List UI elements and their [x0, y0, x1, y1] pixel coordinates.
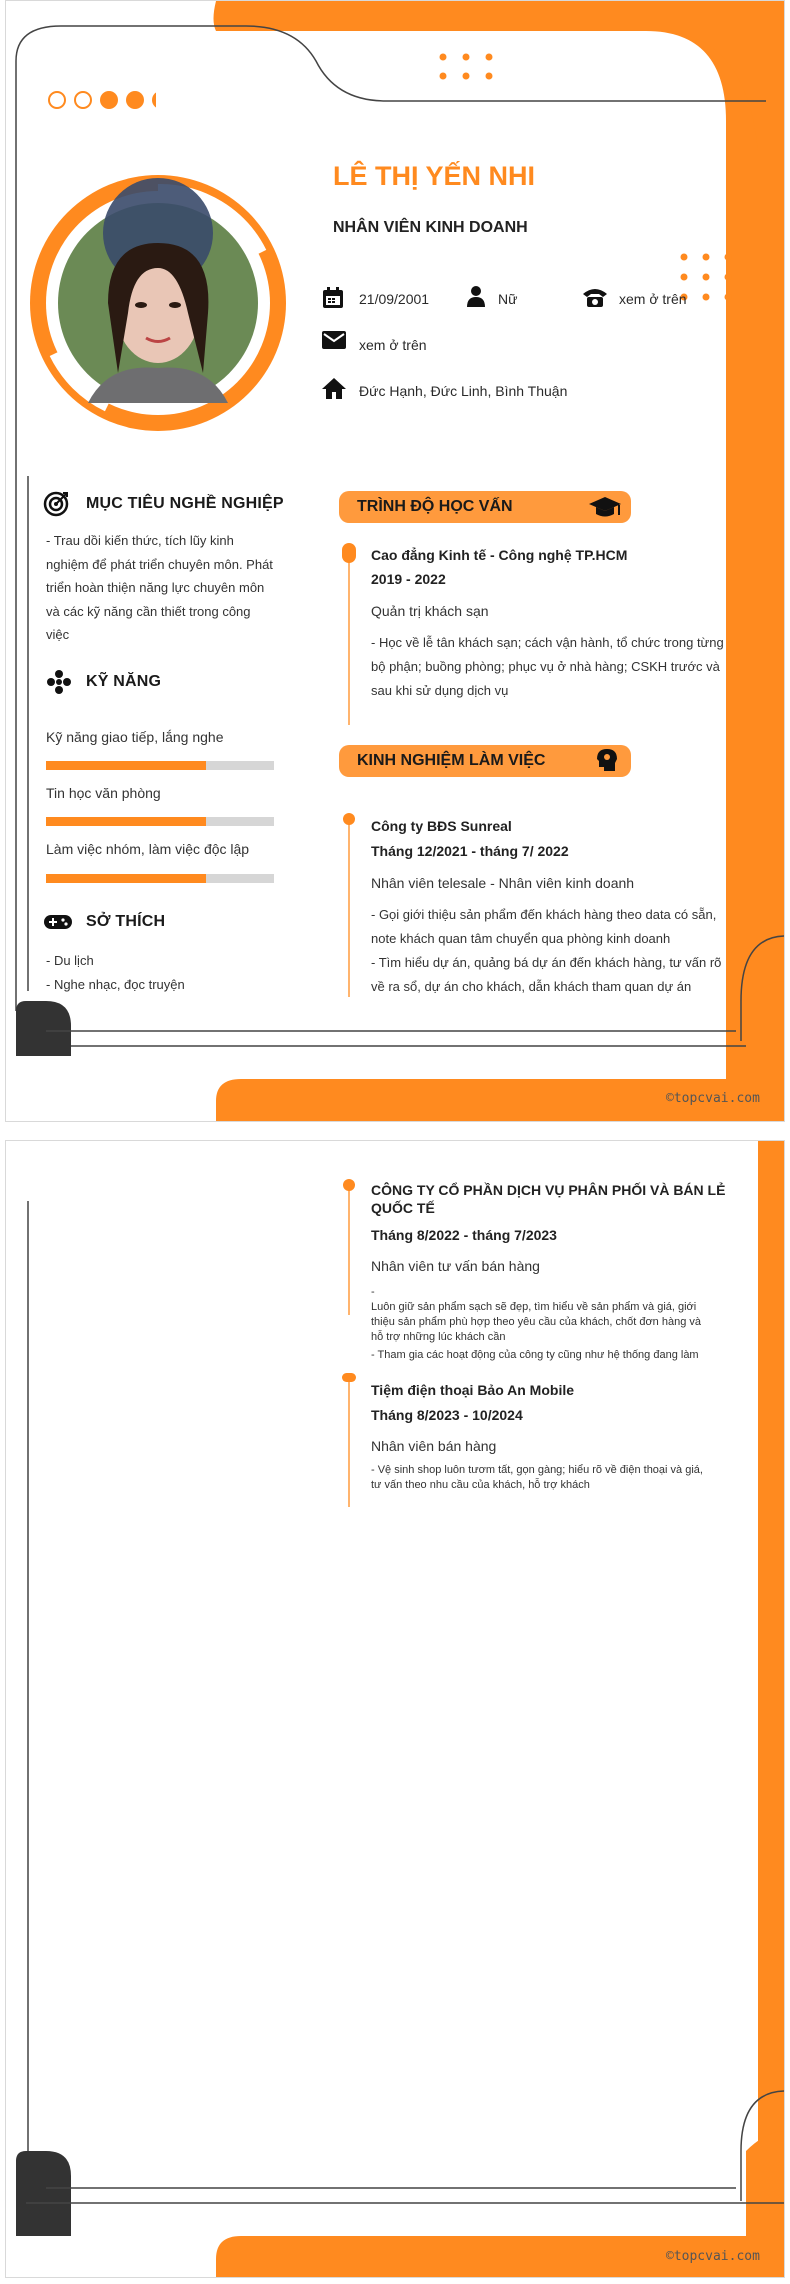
experience-header [339, 745, 631, 777]
study-period: 2019 - 2022 [371, 571, 446, 587]
skills-title: KỸ NĂNG [86, 673, 162, 690]
school-name: Cao đẳng Kinh tế - Công nghệ TP.HCM [371, 547, 628, 563]
cv-page-1 [5, 0, 785, 1122]
timeline-dot [343, 813, 355, 825]
calendar-icon [322, 287, 344, 309]
timeline-dot [343, 1179, 355, 1191]
hobbies-title: SỞ THÍCH [86, 913, 166, 930]
avatar [28, 173, 288, 433]
skill-label: Làm việc nhóm, làm việc độc lập [46, 841, 250, 857]
job-role: Nhân viên bán hàng [371, 1438, 497, 1454]
footer-brand: ©topcvai.com [666, 2249, 760, 2264]
job-desc: - Luôn giữ sản phẩm sạch sẽ đẹp, tìm hiểu về sản phẩm và giá, giới thiệu sản phẩm phù hợp theo yêu cầu của khách, chốt đơn hàng và hỗ trợ những lúc khách cần - Tham gia các hoạt động của công ty cũng như hệ thống đang làm [371, 1286, 701, 1361]
company-name: CÔNG TY CỔ PHẦN DỊCH VỤ PHÂN PHỐI VÀ BÁN LẺ QUỐC TẾ [371, 1182, 726, 1216]
skills-icon [46, 669, 72, 695]
decor-circles [46, 89, 156, 111]
experience-timeline [348, 817, 350, 997]
experience-title: KINH NGHIỆM LÀM VIỆC [357, 752, 546, 769]
timeline-dot [342, 1373, 356, 1382]
job-period: Tháng 8/2022 - tháng 7/2023 [371, 1227, 557, 1243]
phone: xem ở trên [619, 291, 687, 307]
job-role: Nhân viên tư vấn bán hàng [371, 1258, 540, 1274]
hobbies-list [46, 949, 185, 997]
address: Đức Hạnh, Đức Linh, Bình Thuận [359, 383, 568, 399]
birthday: 21/09/2001 [359, 291, 430, 307]
footer-brand: ©topcvai.com [666, 1091, 760, 1106]
job-role: Nhân viên telesale - Nhân viên kinh doanh [371, 875, 635, 891]
job-desc: - Gọi giới thiệu sản phẩm đến khách hàng theo data có sẵn, note khách quan tâm chuyển qua phòng kinh doanh - Tìm hiểu dự án, quảng bá dự án đến khách hàng, tư vấn rõ về ra sổ, dự án cho khách, dẫn khách tham quan dự án [371, 907, 722, 994]
mail-icon [322, 331, 346, 349]
experience-timeline [348, 1379, 350, 1507]
skill-label: Kỹ năng giao tiếp, lắng nghe [46, 729, 224, 745]
hobby-item: - Nghe nhạc, đọc truyện [46, 977, 185, 992]
education-title: TRÌNH ĐỘ HỌC VẤN [357, 498, 513, 515]
cv-page-2 [5, 1140, 785, 2278]
skill-bar [46, 761, 274, 770]
company-name: Công ty BĐS Sunreal [371, 818, 512, 834]
education-desc: - Học về lễ tân khách sạn; cách vận hành, tổ chức trong từng bộ phận; buồng phòng; phục vụ ở nhà hàng; CSKH trước và sau khi sử dụng dịch vụ [371, 635, 724, 698]
job-period: Tháng 12/2021 - tháng 7/ 2022 [371, 843, 569, 859]
job-period: Tháng 8/2023 - 10/2024 [371, 1407, 523, 1423]
skill-bar-fill [46, 874, 206, 883]
skill-bar-fill [46, 817, 206, 826]
gamepad-icon [44, 913, 72, 931]
email: xem ở trên [359, 337, 427, 353]
full-name: LÊ THỊ YẾN NHI [333, 161, 536, 191]
gender: Nữ [498, 291, 518, 307]
skill-bar [46, 817, 274, 826]
experience-timeline [348, 1185, 350, 1315]
company-name: Tiệm điện thoại Bảo An Mobile [371, 1382, 575, 1398]
head-gear-icon [596, 747, 618, 773]
job-desc: - Vệ sinh shop luôn tươm tất, gọn gàng; hiểu rõ về điện thoại và giá, tư vấn theo nhu cầu của khách, hỗ trợ khách [371, 1464, 703, 1491]
timeline-dot [342, 543, 356, 563]
skill-bar [46, 874, 274, 883]
decor-dots-top [436, 51, 506, 86]
objective-title: MỤC TIÊU NGHỀ NGHIỆP [86, 495, 284, 512]
hobby-item: - Du lịch [46, 953, 94, 968]
job-position: NHÂN VIÊN KINH DOANH [333, 219, 528, 236]
skill-label: Tin học văn phòng [46, 785, 161, 801]
skill-bar-fill [46, 761, 206, 770]
major: Quản trị khách sạn [371, 603, 489, 619]
objective-text: - Trau dồi kiến thức, tích lũy kinh nghiệm để phát triển chuyên môn. Phát triển hoàn thiện năng lực chuyên môn và các kỹ năng cần thiết trong công việc [46, 533, 273, 642]
target-icon [43, 491, 69, 517]
graduation-cap-icon [588, 495, 622, 519]
education-timeline [348, 549, 350, 725]
home-icon [322, 377, 346, 399]
phone-icon [582, 286, 608, 308]
person-icon [466, 285, 486, 307]
